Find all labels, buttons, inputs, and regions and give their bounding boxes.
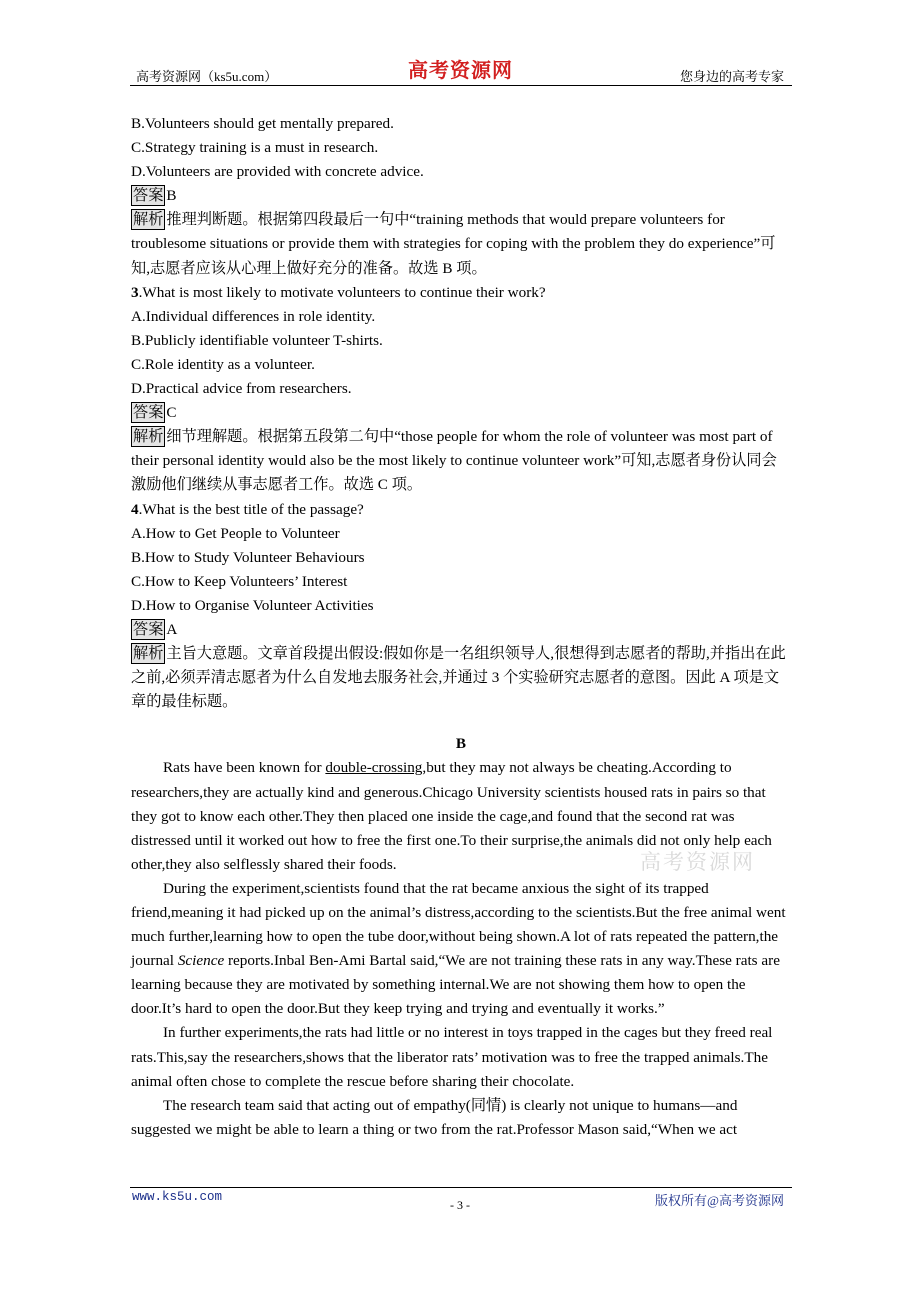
q2-analysis-line	[131, 208, 791, 280]
header-logo: 高考资源网	[408, 58, 513, 82]
q3-option-d: D.Practical advice from researchers.	[131, 380, 352, 398]
q4-answer-line	[131, 618, 791, 642]
q4-stem: .What is the best title of the passage?	[138, 500, 364, 518]
q2-analysis: 推理判断题。根据第四段最后一句中“training methods that would prepare volunteers for troublesome situations or provide them with strategies for coping with the problem they do experience”可知,志愿者应该从心理上做好充分的准备。故选 B 项。	[131, 211, 776, 277]
q4-stem-line	[131, 498, 791, 522]
q4-answer: A	[166, 620, 178, 638]
p2-text-end: reports.Inbal Ben-Ami Bartal said,“We are not training these rats in any way.These rats are learning because they are motivated by something internal.We are not showing them how to open the door.It’s hard to open the door.But they keep trying and trying and eventually it works.”	[131, 952, 780, 1018]
q3-option-a: A.Individual differences in role identity.	[131, 307, 376, 325]
answer-tag: 答案	[133, 620, 164, 638]
analysis-tag: 解析	[133, 211, 164, 229]
analysis-tag: 解析	[133, 645, 164, 663]
footer-url[interactable]: www.ks5u.com	[132, 1190, 223, 1204]
q4-analysis-line	[131, 642, 791, 714]
q3-option-c: C.Role identity as a volunteer.	[131, 355, 315, 373]
q3-analysis-line	[131, 425, 791, 497]
answer-tag: 答案	[133, 187, 164, 205]
q2-answer-line	[131, 184, 791, 208]
q3-analysis: 细节理解题。根据第五段第二句中“those people for whom the role of volunteer was most part of their personal identity would also be the most likely to continue volunteer work”可知,志愿者身份认同会激励他们继续从事志愿者工作。故选 C 项。	[131, 428, 777, 494]
q2-option-c: C.Strategy training is a must in research.	[131, 139, 379, 157]
p2-text-start: During the experiment,scientists found that the rat became anxious the sight of its trapped friend,meaning it had picked up on the animal’s distress,according to the scientists.But the free animal went much further,learning how to open the tube door,without being shown.A lot of rats repeated the pattern,the journal	[131, 879, 786, 970]
q3-number: 3	[131, 283, 139, 301]
q3-answer: C	[166, 404, 177, 422]
journal-name: Science	[177, 952, 225, 970]
q4-analysis: 主旨大意题。文章首段提出假设:假如你是一名组织领导人,很想得到志愿者的帮助,并指出在此之前,必须弄清志愿者为什么自发地去服务社会,并通过 3 个实验研究志愿者的意图。因此 A 项是文章的最佳标题。	[131, 645, 786, 711]
q2-option-b: B.Volunteers should get mentally prepared.	[131, 115, 394, 132]
passage-b-paragraph-3: In further experiments,the rats had little or no interest in toys trapped in the cages but they freed real rats.This,say the researchers,shows that the liberator rats’ motivation was to free the trapped animals.The animal often chose to complete the rescue before sharing their chocolate.	[131, 1024, 773, 1090]
q4-number: 4	[131, 500, 139, 518]
q4-option-a: A.How to Get People to Volunteer	[131, 524, 340, 542]
header-divider	[130, 85, 792, 86]
q3-option-b: B.Publicly identifiable volunteer T-shirts.	[131, 331, 383, 349]
passage-b-paragraph-4: The research team said that acting out of empathy(同情) is clearly not unique to humans—and suggested we might be able to learn a thing or two from the rat.Professor Mason said,“When we act	[131, 1096, 738, 1138]
underlined-term: double-crossing	[325, 759, 423, 777]
q3-answer-line	[131, 401, 791, 425]
q3-stem: .What is most likely to motivate volunteers to continue their work?	[138, 283, 546, 301]
answer-tag: 答案	[133, 404, 164, 422]
passage-b-title: B	[455, 735, 467, 753]
p1-text-start: Rats have been known for	[163, 759, 326, 777]
q4-option-c: C.How to Keep Volunteers’ Interest	[131, 572, 348, 590]
q4-option-b: B.How to Study Volunteer Behaviours	[131, 548, 365, 566]
footer-divider	[130, 1187, 792, 1188]
watermark: 高考资源网	[640, 850, 755, 874]
document-body	[131, 112, 791, 1142]
passage-b-paragraph-2	[131, 877, 791, 1022]
q2-option-d: D.Volunteers are provided with concrete advice.	[131, 163, 424, 181]
q3-stem-line	[131, 281, 791, 305]
p1-text-end: ,but they may not always be cheating.According to researchers,they are actually kind and generous.Chicago University scientists housed rats in pairs so that they got to know each other.They then placed one inside the cage,and found that the second rat was distressed until it worked out how to free the first one.To their surprise,the animals did not only help each other,they also selflessly shared their foods.	[131, 759, 772, 873]
page-number: - 3 -	[450, 1198, 470, 1212]
header-site-name: 高考资源网（ks5u.com）	[136, 69, 278, 84]
analysis-tag: 解析	[133, 428, 164, 446]
header-slogan: 您身边的高考专家	[679, 69, 784, 84]
footer-copyright: 版权所有@高考资源网	[655, 1193, 784, 1208]
page-header	[130, 54, 792, 86]
q2-answer: B	[166, 187, 177, 205]
q4-option-d: D.How to Organise Volunteer Activities	[131, 596, 374, 614]
